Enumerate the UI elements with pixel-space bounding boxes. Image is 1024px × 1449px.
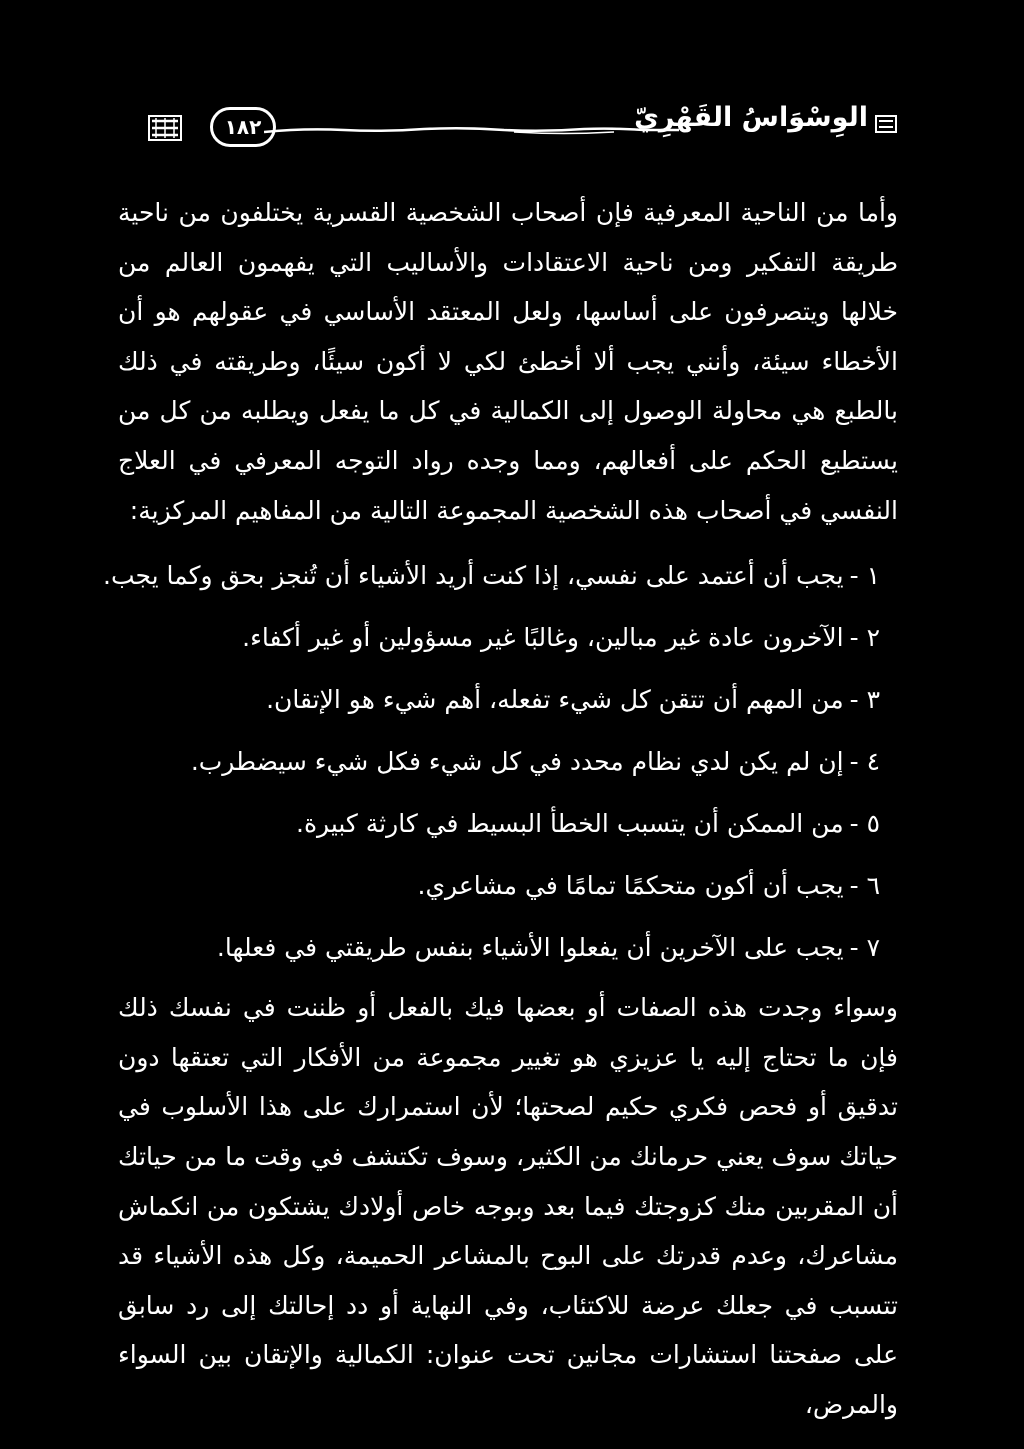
text-line: طريقة التفكير ومن ناحية الاعتقادات والأساليب التي يفهمون العالم من خلالها	[118, 247, 898, 327]
list-number: ٥ -	[849, 809, 880, 839]
text-line: وأما من الناحية المعرفية فإن أصحاب الشخصية القسرية يختلفون من ناحية	[118, 198, 898, 227]
chapter-ornament-icon	[874, 112, 898, 136]
page-number-frame	[148, 105, 264, 149]
text-line: الشخصية المجموعة التالية من المفاهيم المركزية:	[129, 495, 641, 525]
list-item	[118, 669, 898, 731]
list-text: يجب أن أعتمد على نفسي، إذا كنت أريد الأشياء أن تُنجز بحق وكما يجب.	[103, 561, 844, 591]
list-text: من الممكن أن يتسبب الخطأ البسيط في كارثة كبيرة.	[296, 809, 844, 839]
text-line: سوف يعني حرمانك من الكثير، وسوف تكتشف في وقت ما من حياتك أن	[118, 1141, 898, 1221]
text-line: مشاعرك، وعدم قدرتك على البوح بالمشاعر الحميمة، وكل هذه الأشياء قد	[118, 1241, 898, 1271]
list-item	[118, 855, 898, 917]
list-item	[118, 917, 898, 979]
text-line: المقربين منك كزوجتك فيما بعد وبوجه خاص أولادك يشتكون من انكماش	[118, 1191, 865, 1221]
text-line: فإن ما تحتاج إليه يا عزيزي هو تغيير مجموعة من الأفكار التي تعتقها دون تدقيق	[118, 1042, 898, 1122]
ornament-icon	[148, 113, 182, 143]
list-number: ٤ -	[849, 747, 880, 777]
list-text: من المهم أن تتقن كل شيء تفعله، أهم شيء هو الإتقان.	[266, 685, 844, 715]
list-text: إن لم يكن لدي نظام محدد في كل شيء فكل شيء سيضطرب.	[190, 747, 844, 777]
text-line: سيئة، وأنني يجب ألا أخطئ لكي لا أكون سيئًا، وطريقته في ذلك بالطبع هي	[118, 346, 898, 426]
text-line: وسواء وجدت هذه الصفات أو بعضها فيك بالفعل أو ظننت في نفسك ذلك	[118, 993, 898, 1023]
list-item	[103, 545, 898, 607]
list-item	[118, 793, 898, 855]
text-line: تتسبب في جعلك عرضة للاكتئاب، وفي النهاية أو دد إحالتك إلى رد سابق على	[118, 1290, 898, 1370]
list-number: ٣ -	[849, 685, 880, 715]
intro-paragraph	[118, 188, 898, 535]
page-body	[103, 188, 898, 1430]
list-number: ٧ -	[849, 933, 880, 963]
text-line: محاولة الوصول إلى الكمالية في كل ما يفعل ويطلبه من كل من يستطيع الحكم	[118, 396, 898, 475]
page-number: ١٨٢	[210, 107, 276, 147]
core-beliefs-list	[103, 545, 898, 979]
text-line: أو فحص فكري حكيم لصحتها؛ لأن استمرارك على هذا الأسلوب في حياتك	[118, 1092, 898, 1171]
text-line: على أفعالهم، ومما وجده رواد التوجه المعرفي في العلاج النفسي في أصحاب هذه	[118, 445, 898, 525]
header-divider-line	[264, 123, 679, 137]
list-text: يجب على الآخرين أن يفعلوا الأشياء بنفس طريقتي في فعلها.	[216, 933, 844, 963]
list-text: يجب أن أكون متحكمًا تمامًا في مشاعري.	[417, 871, 844, 901]
text-line: صفحتنا استشارات مجانين تحت عنوان: الكمالية والإتقان بين السواء والمرض،	[118, 1340, 898, 1419]
book-title: الوِسْوَاسُ القَهْرِيّ	[634, 102, 868, 133]
list-item	[118, 731, 898, 793]
list-number: ٦ -	[849, 871, 880, 901]
list-text: الآخرون عادة غير مبالين، وغالبًا غير مسؤولين أو غير أكفاء.	[242, 623, 844, 653]
list-number: ٢ -	[849, 623, 880, 653]
text-line: ويتصرفون على أساسها، ولعل المعتقد الأساسي في عقولهم هو أن الأخطاء	[118, 297, 898, 376]
list-number: ١ -	[849, 561, 880, 591]
list-item	[118, 607, 898, 669]
page-header	[118, 100, 898, 156]
closing-paragraph	[118, 983, 898, 1429]
